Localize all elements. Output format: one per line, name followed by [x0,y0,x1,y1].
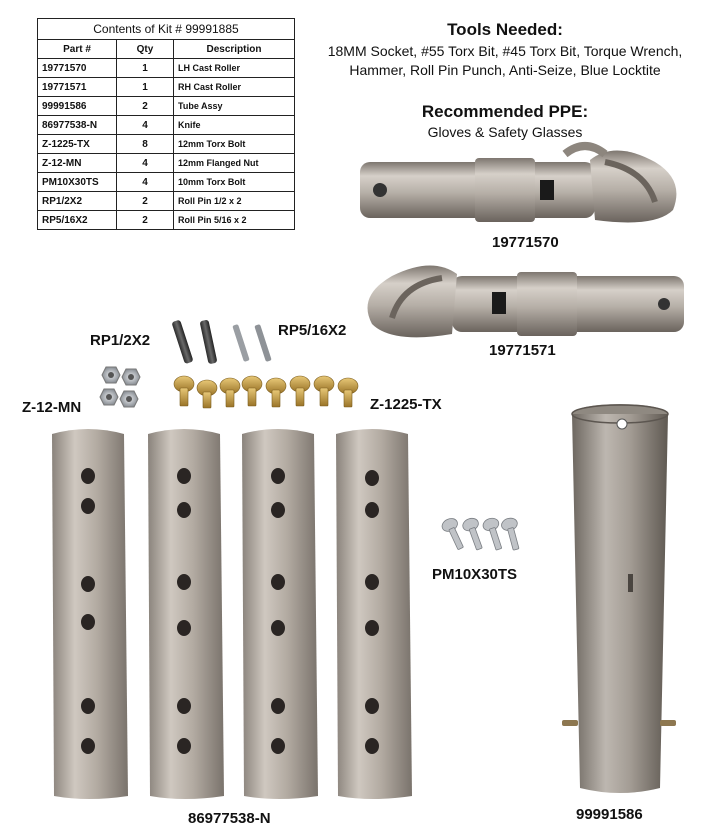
qty-cell: 2 [117,192,174,211]
part-number-cell: 99991586 [38,97,117,116]
ppe-title: Recommended PPE: [421,102,589,121]
tools-needed-title: Tools Needed: [447,20,563,39]
table-row [38,192,295,211]
description-cell: LH Cast Roller [174,59,295,78]
part-number-cell: 86977538-N [38,116,117,135]
knife-1 [52,429,128,799]
kit-contents-table [37,18,295,230]
rh-roller-label: 19771571 [489,342,556,359]
flanged-nuts-image [92,365,144,411]
torx-bolts-10mm-image [440,516,526,556]
knives-image [48,428,420,800]
part-number-cell: PM10X30TS [38,173,117,192]
knife-4 [336,429,412,799]
lh-roller-label: 19771570 [492,234,559,251]
roll-pin-large-label: RP1/2X2 [90,332,151,349]
roll-pin-small-label: RP5/16X2 [278,322,347,339]
tools-needed-text: 18MM Socket, #55 Torx Bit, #45 Torx Bit, Torque Wrench, Hammer, Roll Pin Punch, Anti-Seize, Blue Locktite [327,43,683,78]
table-row [38,116,295,135]
table-row [38,78,295,97]
qty-cell: 1 [117,78,174,97]
table-row [38,135,295,154]
part-number-cell: 19771570 [38,59,117,78]
table-row [38,97,295,116]
description-cell: Roll Pin 1/2 x 2 [174,192,295,211]
description-cell: 12mm Torx Bolt [174,135,295,154]
description-cell: Roll Pin 5/16 x 2 [174,211,295,230]
ppe-text: Gloves & Safety Glasses [427,124,583,140]
table-row [38,59,295,78]
part-number-cell: RP1/2X2 [38,192,117,211]
nut-label: Z-12-MN [22,399,82,416]
qty-cell: 4 [117,173,174,192]
knife-label: 86977538-N [188,810,271,827]
lh-cast-roller-image [355,140,695,232]
part-number-cell: RP5/16X2 [38,211,117,230]
kit-table-header-qty: Qty [117,40,174,59]
qty-cell: 2 [117,97,174,116]
description-cell: 10mm Torx Bolt [174,173,295,192]
knife-2 [148,429,224,799]
qty-cell: 8 [117,135,174,154]
tube-assy-image [560,402,680,800]
roll-pins-image [168,318,286,368]
torx-bolt-10-label: PM10X30TS [432,566,518,583]
kit-table-header-part: Part # [38,40,117,59]
description-cell: Knife [174,116,295,135]
table-row [38,154,295,173]
kit-table-caption: Contents of Kit # 99991885 [38,19,295,40]
qty-cell: 4 [117,116,174,135]
roll-pin-large [171,319,217,364]
knife-3 [242,429,318,799]
part-number-cell: 19771571 [38,78,117,97]
table-row [38,173,295,192]
torx-bolt-12-label: Z-1225-TX [370,396,442,413]
tube-label: 99991586 [576,806,643,823]
description-cell: 12mm Flanged Nut [174,154,295,173]
part-number-cell: Z-12-MN [38,154,117,173]
table-row [38,211,295,230]
description-cell: Tube Assy [174,97,295,116]
description-cell: RH Cast Roller [174,78,295,97]
qty-cell: 4 [117,154,174,173]
torx-bolts-12mm-image [172,374,364,410]
kit-table-header-description: Description [174,40,295,59]
rh-cast-roller-image [352,258,692,348]
qty-cell: 1 [117,59,174,78]
part-number-cell: Z-1225-TX [38,135,117,154]
qty-cell: 2 [117,211,174,230]
roll-pin-small [232,324,271,362]
